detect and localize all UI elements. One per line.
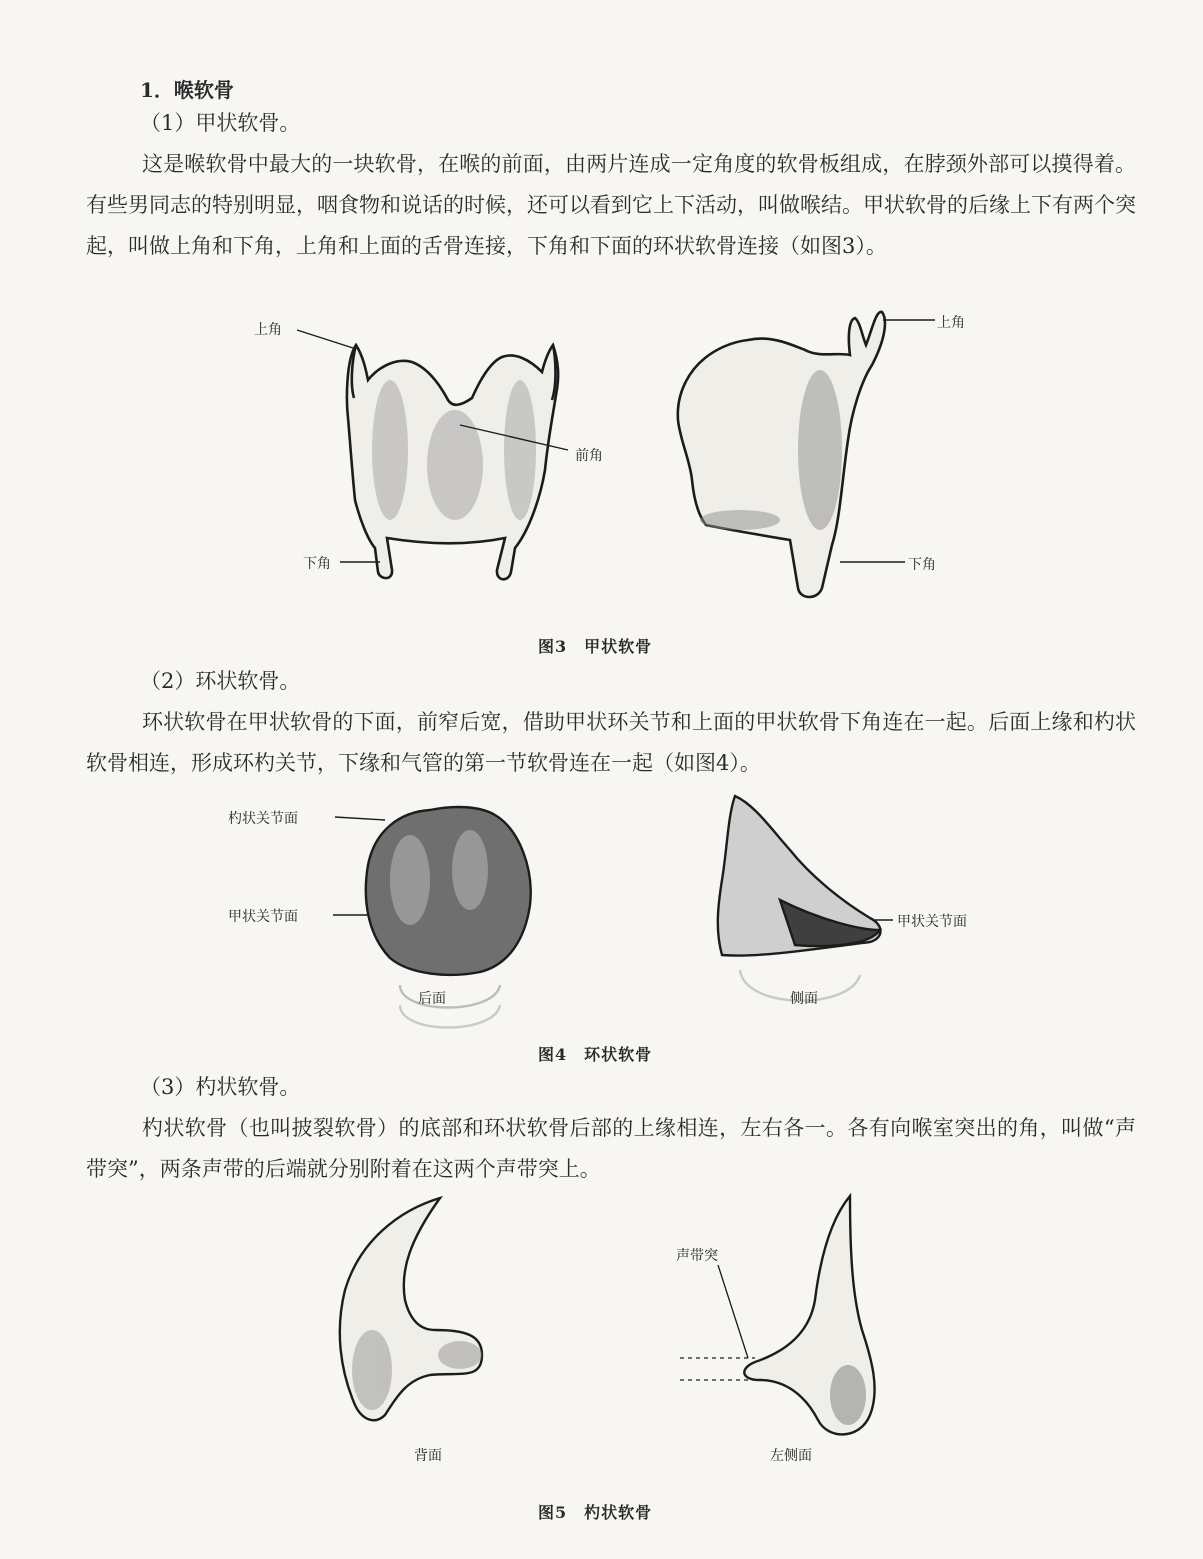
thyroid-side-drawing — [678, 312, 885, 597]
label-back-view: 后面 — [418, 991, 446, 1007]
label-lower-horn-left: 下角 — [303, 556, 331, 572]
label-thyroid-facet-right: 甲状关节面 — [897, 914, 967, 930]
label-side-view: 侧面 — [790, 991, 818, 1007]
label-lower-horn-right: 下角 — [908, 557, 936, 573]
figure3-caption: 图3 甲状软骨 — [538, 637, 653, 656]
label-arytenoid-back: 背面 — [414, 1448, 442, 1464]
figure5-caption: 图5 杓状软骨 — [538, 1503, 653, 1522]
figure4-caption: 图4 环状软骨 — [538, 1045, 653, 1064]
paragraph-arytenoid: 杓状软骨（也叫披裂软骨）的底部和环状软骨后部的上缘相连，左右各一。各有向喉室突出的角，叫做“声带突”，两条声带的后端就分别附着在这两个声带突上。 — [86, 1116, 1136, 1181]
label-thyroid-facet-left: 甲状关节面 — [228, 909, 298, 925]
section-heading: 1．喉软骨 — [140, 78, 234, 102]
paragraph-thyroid: 这是喉软骨中最大的一块软骨，在喉的前面，由两片连成一定角度的软骨板组成，在脖颈外部可以摸得着。有些男同志的特别明显，咽食物和说话的时候，还可以看到它上下活动，叫做喉结。甲状软骨的后缘上下有两个突起，叫做上角和下角，上角和上面的舌骨连接，下角和下面的环状软骨连接（如图3）。 — [86, 152, 1136, 258]
label-arytenoid-facet: 杓状关节面 — [228, 811, 298, 827]
paragraph-cricoid: 环状软骨在甲状软骨的下面，前窄后宽，借助甲状环关节和上面的甲状软骨下角连在一起。后面上缘和杓状软骨相连，形成环杓关节，下缘和气管的第一节软骨连在一起（如图4）。 — [86, 710, 1136, 775]
label-arytenoid-left-side: 左侧面 — [770, 1448, 812, 1464]
subheading-arytenoid: （3）杓状软骨。 — [140, 1075, 301, 1099]
subheading-cricoid: （2）环状软骨。 — [140, 669, 301, 693]
label-vocal-process: 声带突 — [676, 1248, 718, 1264]
subheading-thyroid: （1）甲状软骨。 — [140, 111, 301, 135]
thyroid-front-shading — [372, 380, 536, 520]
label-front-angle: 前角 — [575, 448, 603, 464]
label-upper-horn-left: 上角 — [254, 322, 282, 338]
label-upper-horn-right: 上角 — [937, 315, 965, 331]
